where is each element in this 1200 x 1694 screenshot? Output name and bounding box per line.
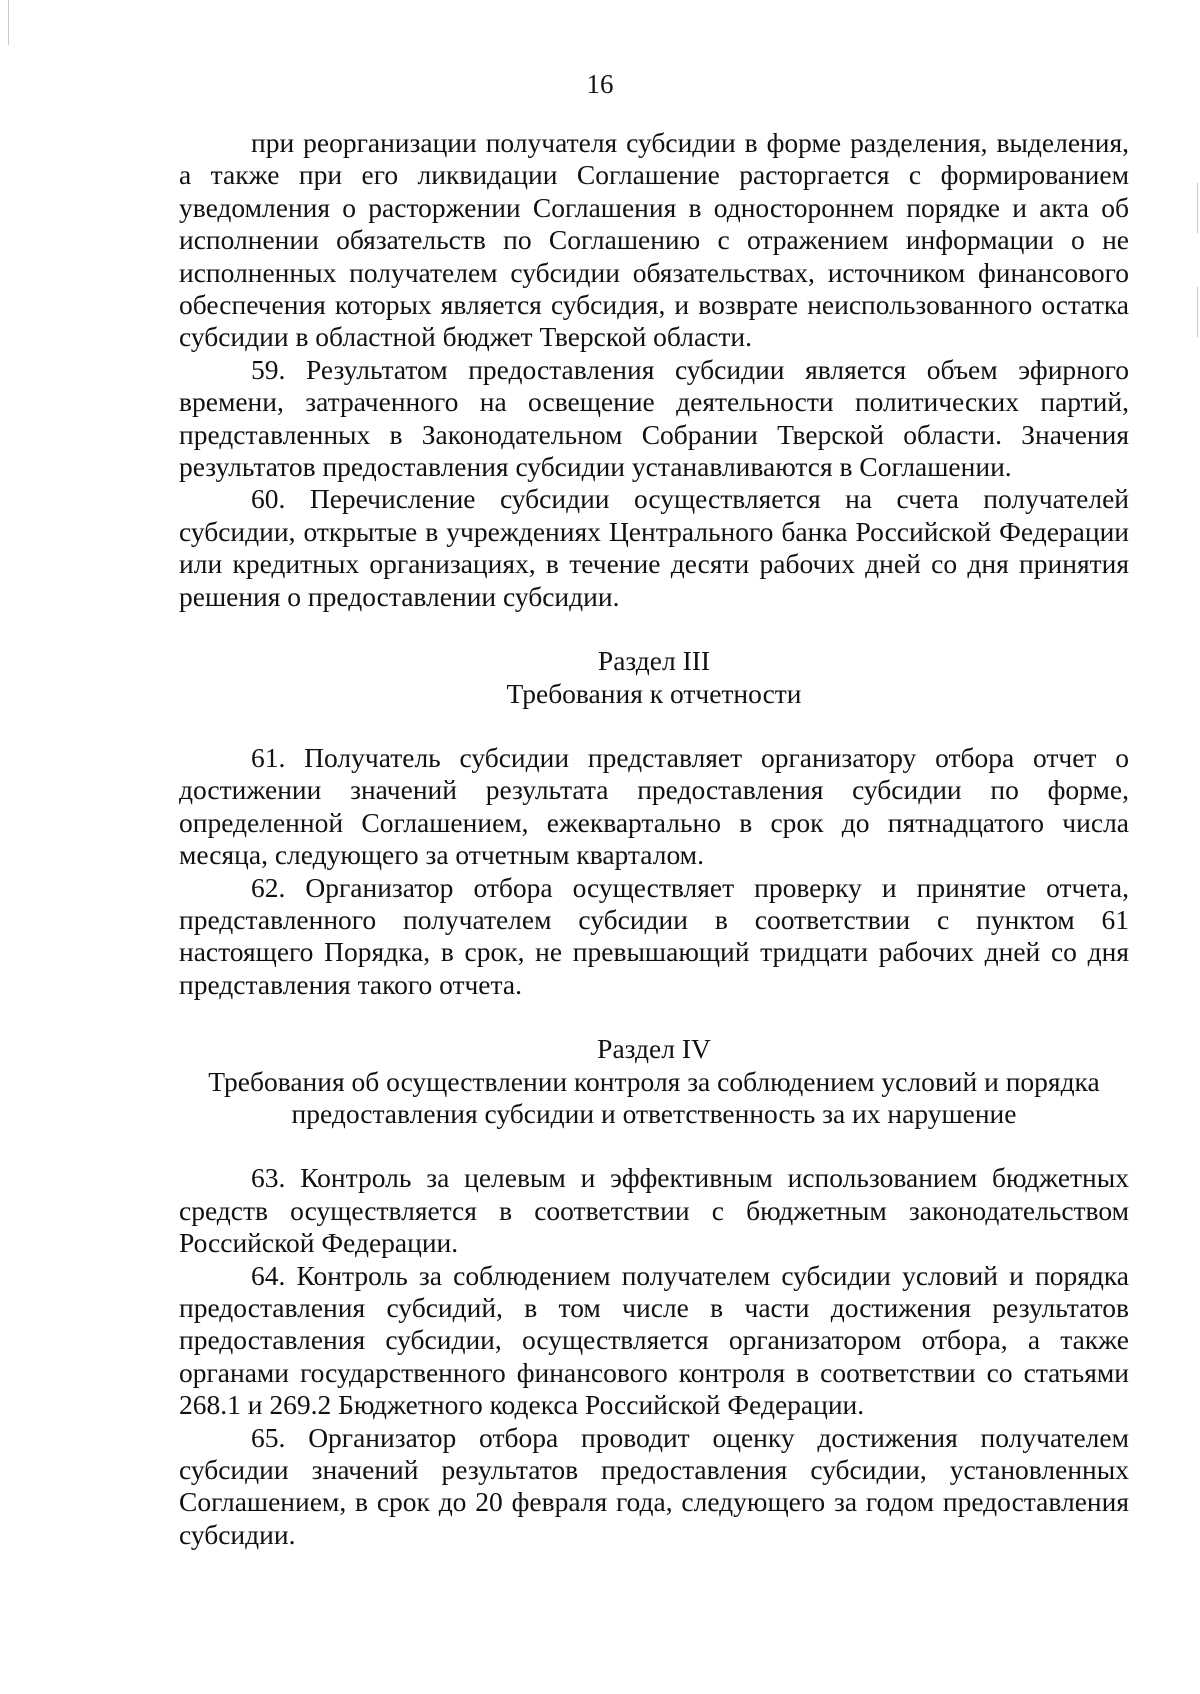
section-title: Требования об осуществлении контроля за соблюдением условий и порядка предоставления субсидии и ответственность за их нарушение (208, 1065, 1100, 1129)
scan-edge-mark (1197, 183, 1198, 233)
section-heading-3 (179, 645, 1129, 710)
paragraph-62: 62. Организатор отбора осуществляет проверку и принятие отчета, представленного получателем субсидии в соответствии с пунктом 61 настоящего Порядка, в срок, не превышающий тридцати рабочих дней со дня представления такого отчета. (179, 871, 1129, 1000)
section-title: Требования к отчетности (506, 677, 802, 709)
page-number: 16 (586, 69, 614, 99)
section-label: Раздел IV (597, 1033, 711, 1065)
document-body (179, 127, 1129, 1551)
paragraph-61: 61. Получатель субсидии представляет организатору отбора отчет о достижении значений результата предоставления субсидии по форме, определенной Соглашением, ежеквартально в срок до пятнадцатого числа месяца, следующего за отчетным кварталом. (179, 741, 1129, 871)
paragraph-65: 65. Организатор отбора проводит оценку достижения получателем субсидии значений результатов предоставления субсидии, установленных Соглашением, в срок до 20 февраля года, следующего за годом предоставления субсидии. (179, 1421, 1129, 1550)
paragraph-continuation: при реорганизации получателя субсидии в форме разделения, выделения, а также при его ликвидации Соглашение расторгается с формированием уведомления о расторжении Соглашения в одностороннем порядке и акта об исполнении обязательств по Соглашению с отражением информации о не исполненных получателем субсидии обязательствах, источником финансового обеспечения которых является субсидия, и возврате неиспользованного остатка субсидии в областной бюджет Тверской области. (179, 127, 1129, 353)
paragraph-60: 60. Перечисление субсидии осуществляется на счета получателей субсидии, открытые в учреждениях Центрального банка Российской Федерации или кредитных организациях, в течение десяти рабочих дней со дня принятия решения о предоставлении субсидии. (179, 483, 1129, 612)
section-heading-4 (179, 1033, 1129, 1130)
scan-edge-mark (1197, 287, 1198, 337)
scan-edge-mark (8, 0, 9, 45)
section-label: Раздел III (597, 645, 711, 677)
paragraph-59: 59. Результатом предоставления субсидии является объем эфирного времени, затраченного на освещение деятельности политических партий, представленных в Законодательном Собрании Тверской области. Значения результатов предоставления субсидии устанавливаются в Соглашении. (179, 353, 1129, 483)
paragraph-63: 63. Контроль за целевым и эффективным использованием бюджетных средств осуществляется в соответствии с бюджетным законодательством Российской Федерации. (179, 1162, 1129, 1259)
paragraph-64: 64. Контроль за соблюдением получателем субсидии условий и порядка предоставления субсидий, в том числе в части достижения результатов предоставления субсидии, осуществляется организатором отбора, а также органами государственного финансового контроля в соответствии со статьями 268.1 и 269.2 Бюджетного кодекса Российской Федерации. (179, 1259, 1129, 1421)
